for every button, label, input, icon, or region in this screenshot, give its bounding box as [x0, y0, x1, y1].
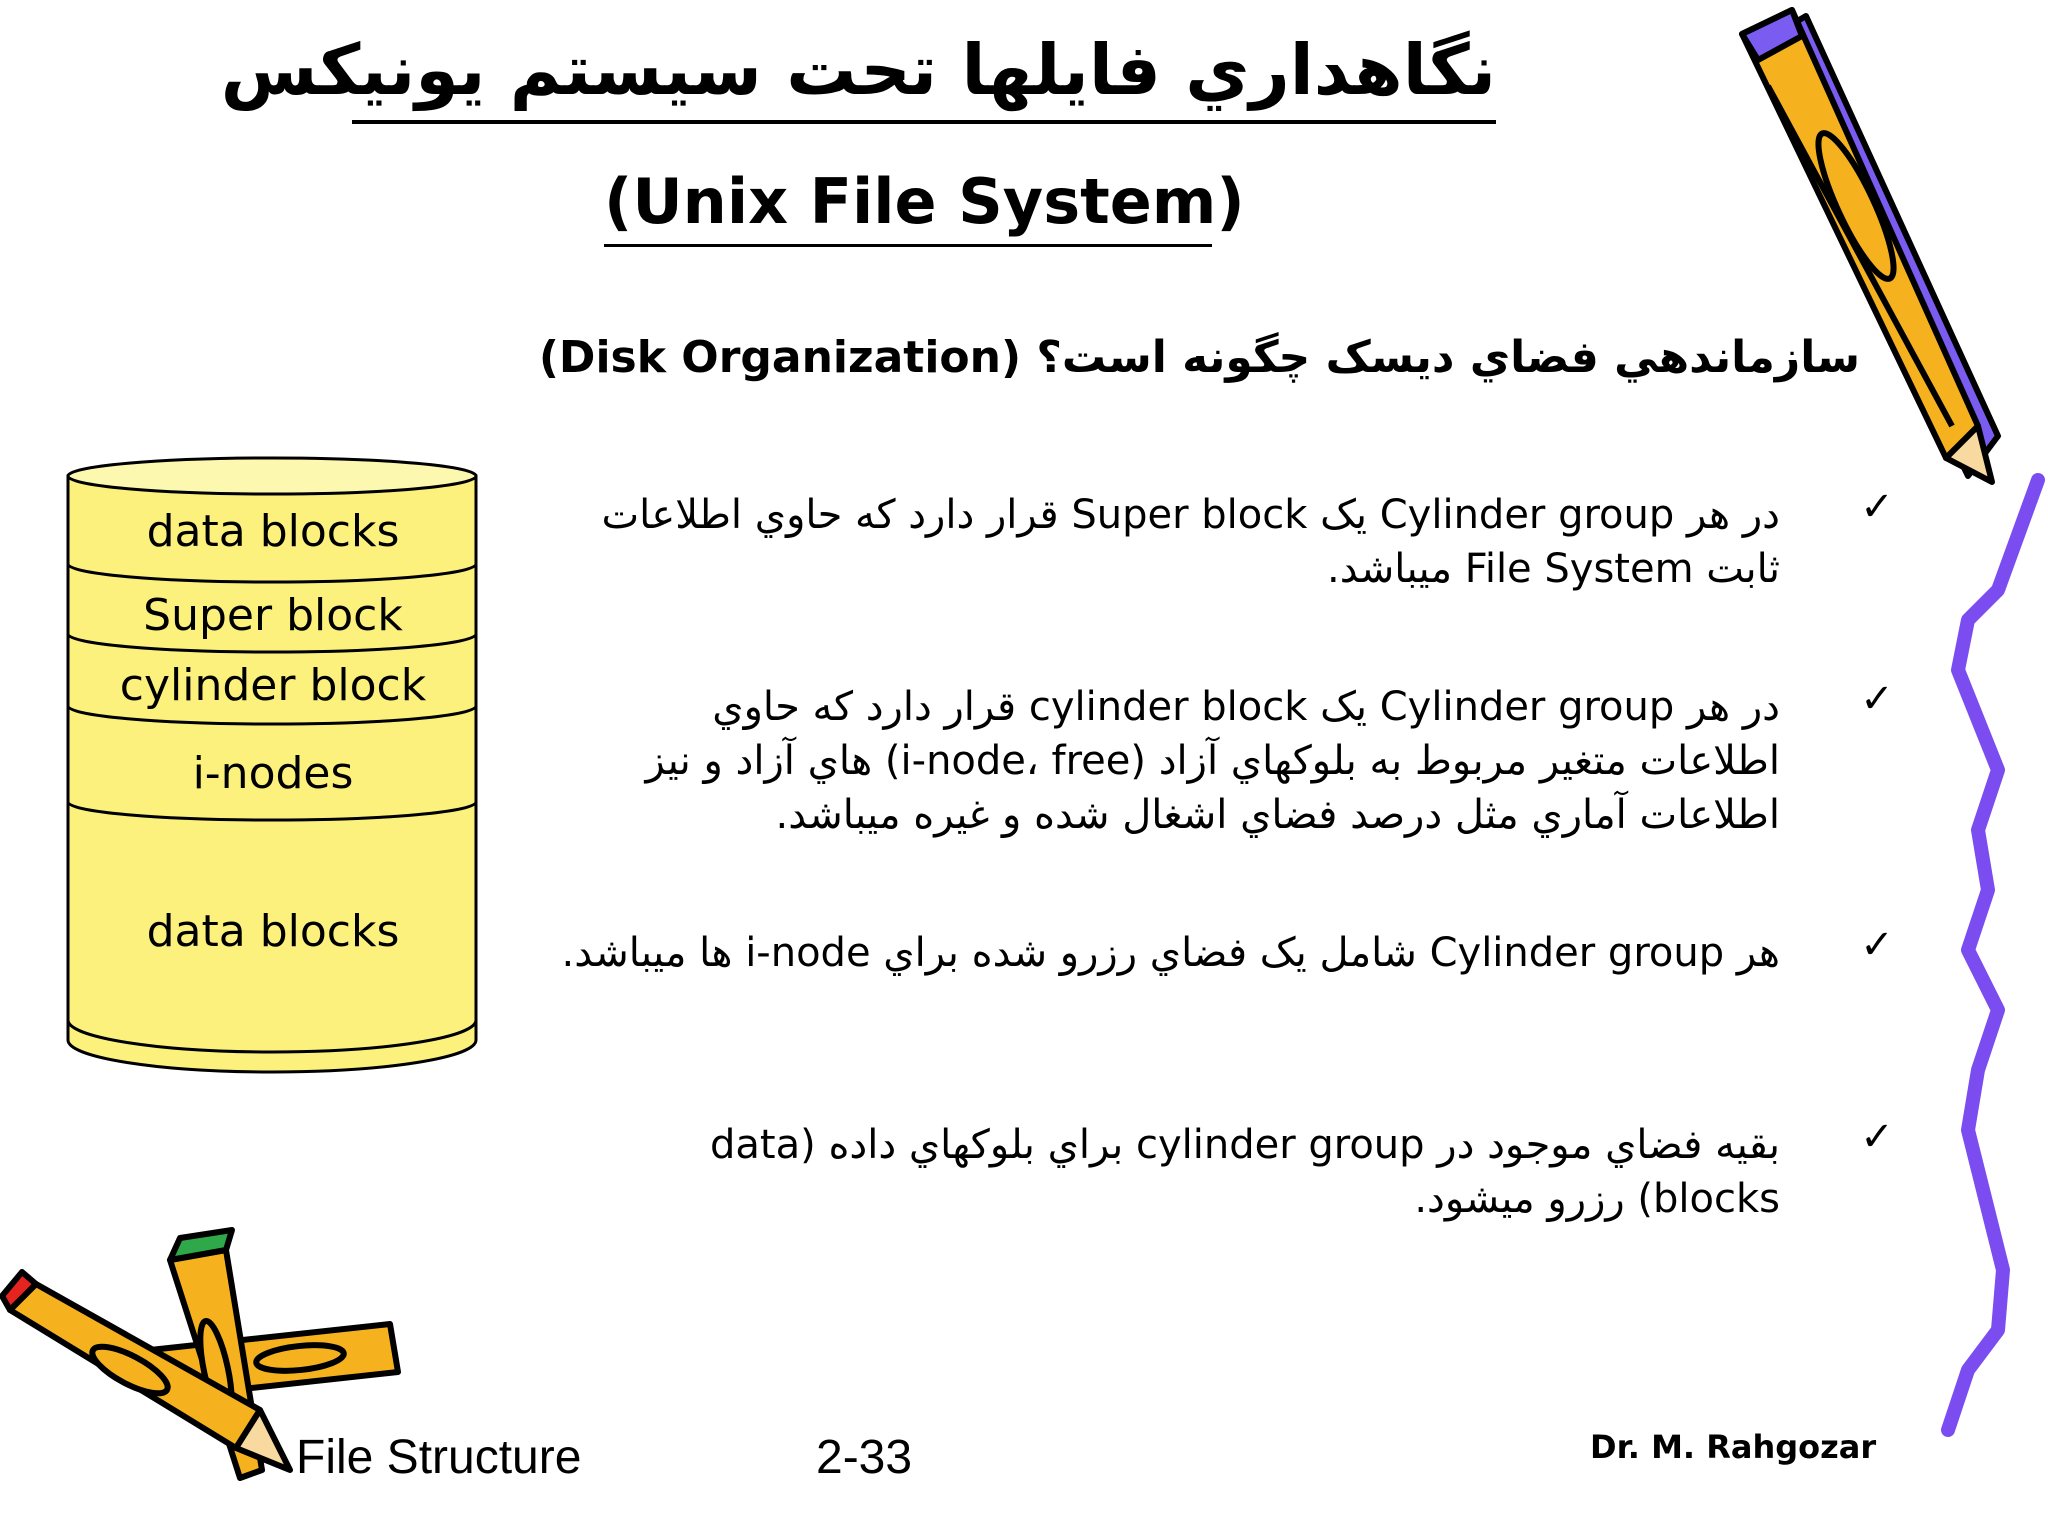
cylinder-label-i-nodes: i-nodes — [192, 748, 354, 799]
bullet-cylinder-block: در هر Cylinder group يک cylinder block قرار دارد که حاوي اطلاعات متغير مربوط به بلوکهاي آزاد (i-node، free) هاي آزاد و نيز اطلاعات آماري مثل درصد فضاي اشغال شده و غيره ميباشد. — [645, 684, 1780, 838]
cylinder-label-super-block: Super block — [143, 590, 403, 641]
cylinder-label-cylinder-block: cylinder block — [119, 660, 427, 711]
bullet-i-nodes: هر Cylinder group شامل يک فضاي رزرو شده براي i-node ها ميباشد. — [561, 930, 1780, 976]
bullet-super-block: در هر Cylinder group يک Super block قرار دارد که حاوي اطلاعات ثابت File System ميباشد. — [601, 492, 1780, 592]
checkmark-icon: ✓ — [1860, 922, 1894, 968]
checkmark-icon: ✓ — [1860, 1114, 1894, 1160]
disk-cylinder-diagram — [60, 450, 560, 1210]
checkmark-icon: ✓ — [1860, 676, 1894, 722]
pencil-clipart-top-right — [1728, 6, 2008, 486]
slide-title-english: (Unix File System) — [604, 160, 1212, 247]
footer-page-number: 2-33 — [816, 1431, 913, 1484]
slide-title-persian: نگاهداري فايلها تحت سيستم يونيکس — [352, 20, 1496, 124]
cylinder-top — [68, 458, 476, 494]
cylinder-label-data-blocks-top: data blocks — [146, 506, 400, 557]
bullet-data-blocks: بقيه فضاي موجود در cylinder group براي بلوکهاي داده (data blocks) رزرو ميشود. — [710, 1122, 1780, 1222]
footer-author: Dr. M. Rahgozar — [1590, 1428, 1877, 1466]
checkmark-icon: ✓ — [1860, 484, 1894, 530]
cylinder-label-data-blocks-bottom: data blocks — [146, 906, 400, 957]
footer-course: File Structure — [296, 1431, 582, 1484]
slide-subtitle: سازماندهي فضاي ديسک چگونه است؟ (Disk Organization) — [538, 332, 1860, 383]
squiggle-decoration — [1928, 470, 2048, 1450]
